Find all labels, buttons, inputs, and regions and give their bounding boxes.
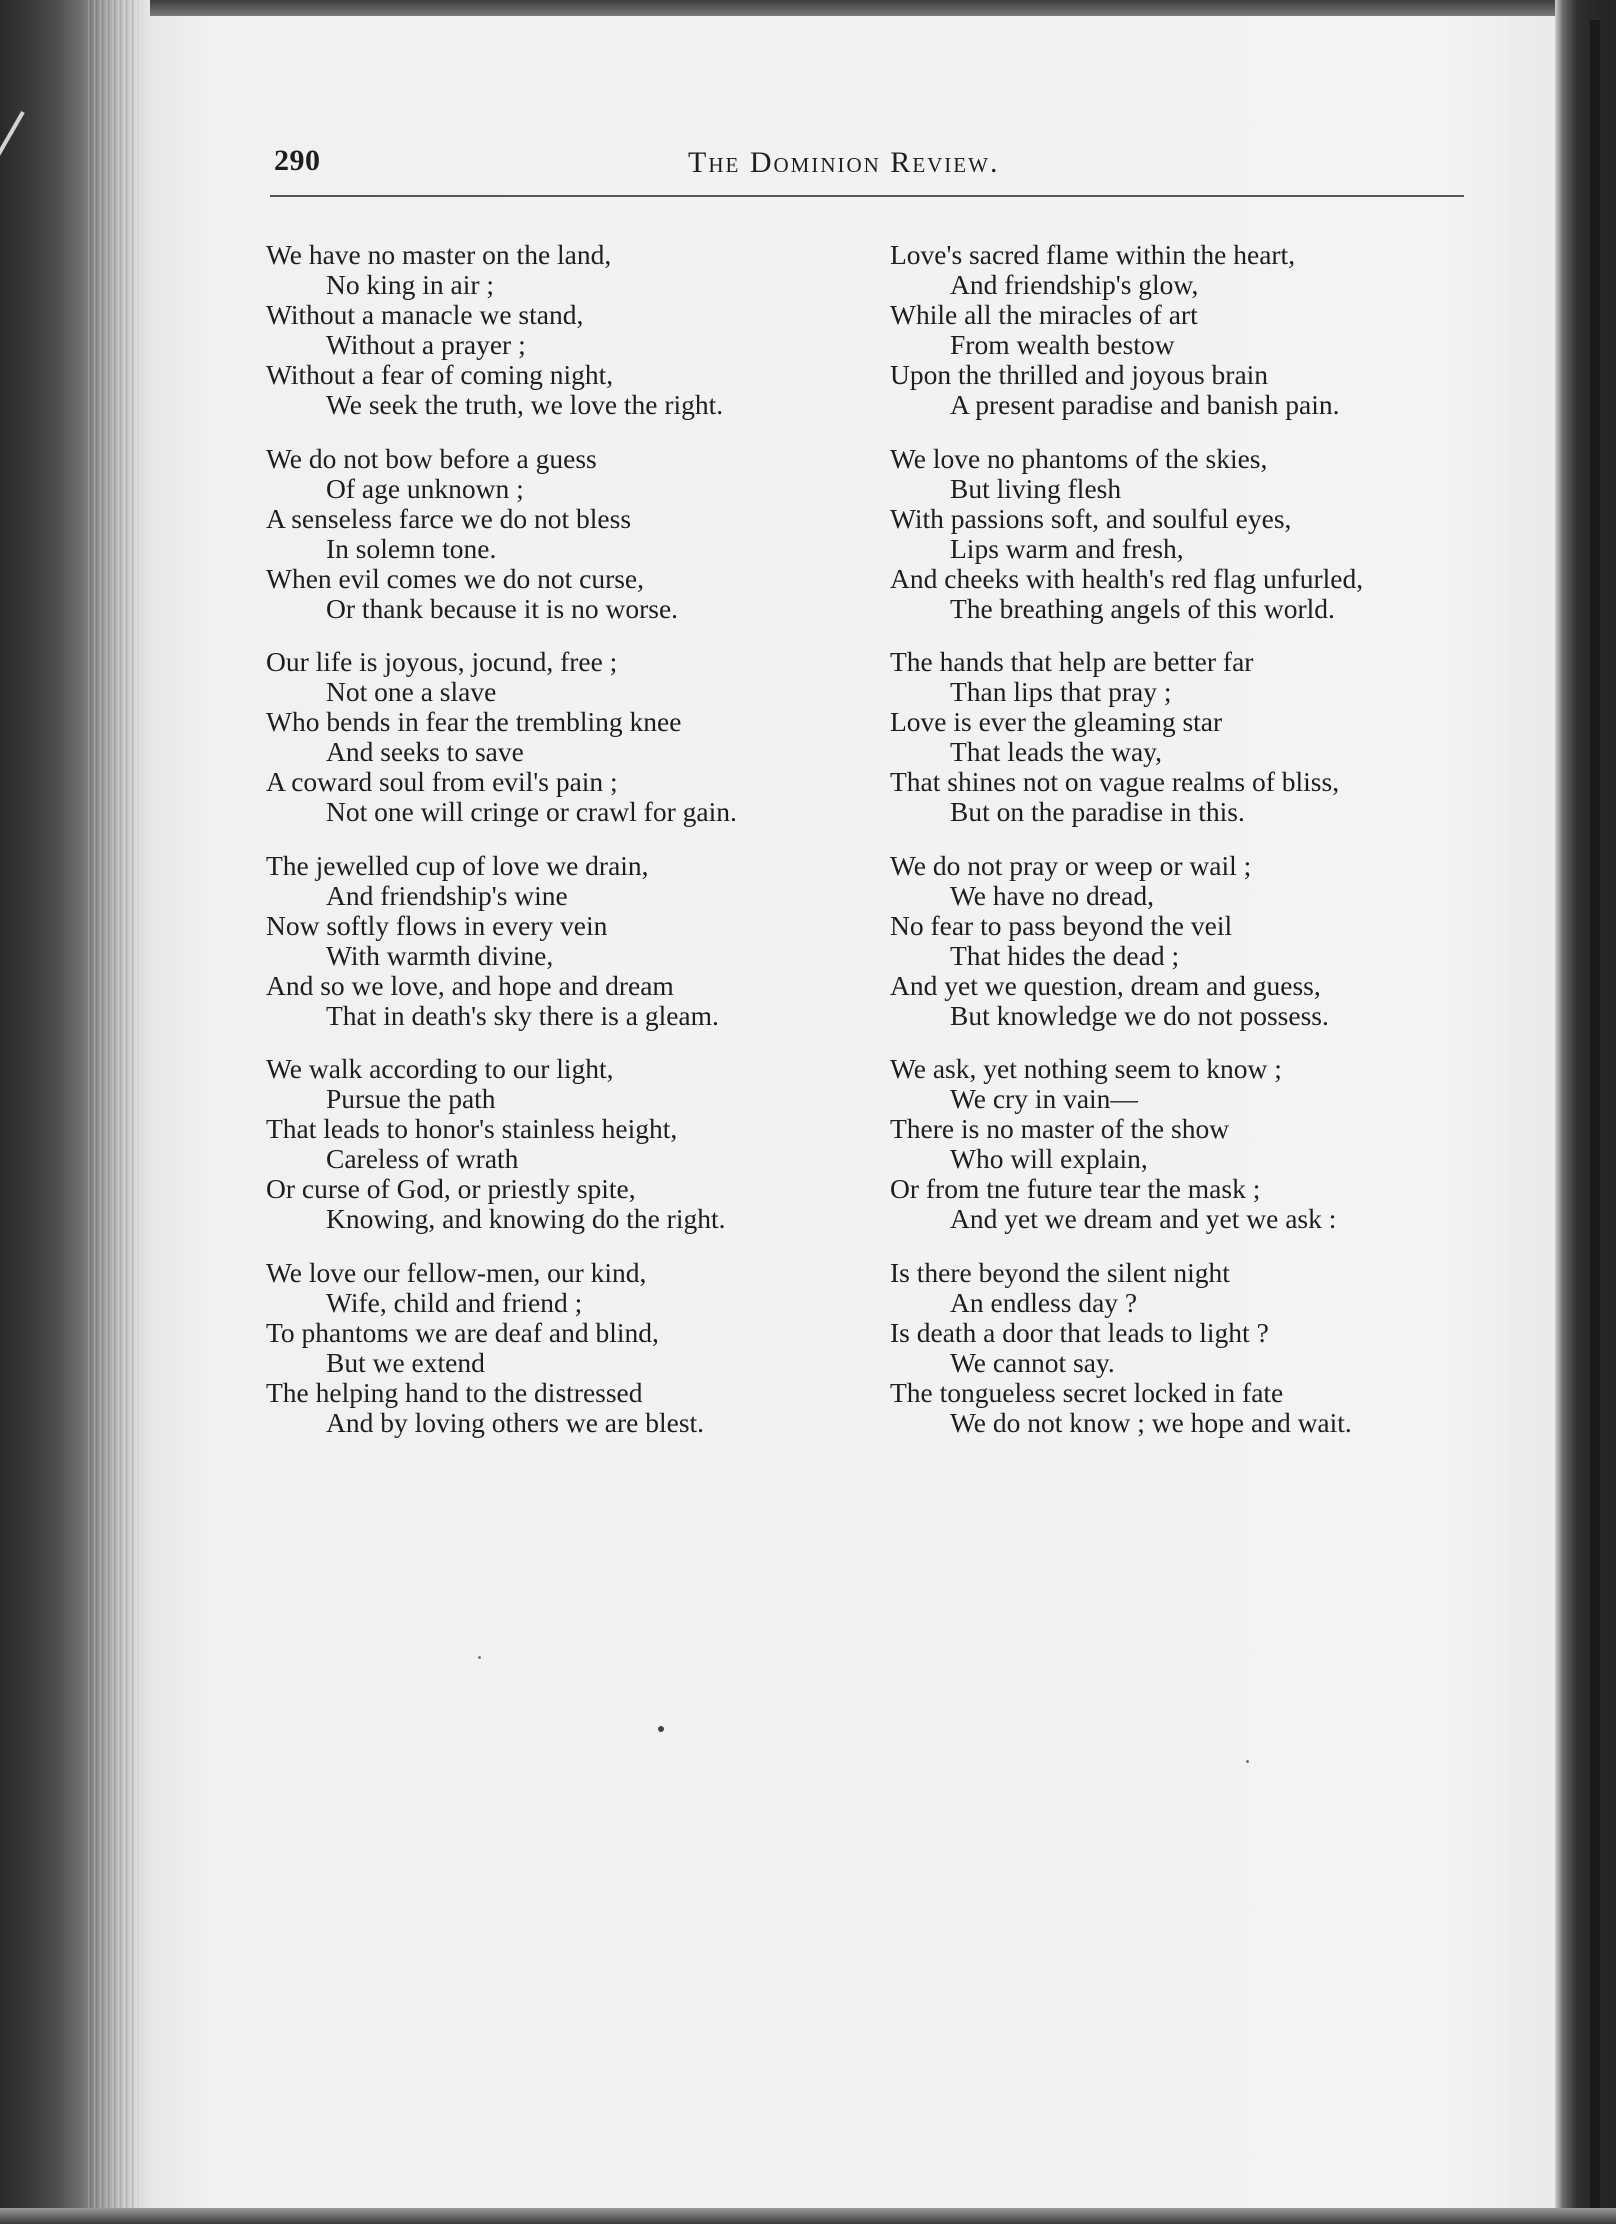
poem-column-right [890, 240, 1500, 1461]
page-stack-edges [88, 0, 138, 2224]
poem-stanza [266, 240, 876, 444]
poem-stanza [266, 851, 876, 1055]
poem-line: Now softly flows in every vein [266, 909, 608, 941]
poem-line: That in death's sky there is a gleam. [326, 999, 719, 1031]
facing-page-shadow [1555, 0, 1616, 2224]
poem-line: Or thank because it is no worse. [326, 592, 679, 624]
poem-line: And seeks to save [326, 736, 524, 767]
poem-stanza [890, 851, 1500, 1055]
running-title: The Dominion Review. [688, 146, 1000, 179]
page-number: 290 [274, 144, 321, 177]
poem-line: A senseless farce we do not bless [266, 502, 632, 534]
ink-speck [658, 1726, 664, 1732]
poem-line: An endless day ? [950, 1286, 1138, 1318]
poem-stanza [890, 1054, 1500, 1258]
scan-speck [38, 462, 43, 467]
poem-line: Than lips that pray ; [950, 676, 1172, 707]
poem-line: We do not know ; we hope and wait. [950, 1406, 1352, 1438]
poem-line: Lips warm and fresh, [950, 532, 1184, 564]
facing-page-edge [1590, 20, 1600, 2224]
scan-bottom-edge [0, 2208, 1616, 2224]
poem-line: Who bends in fear the trembling knee [266, 706, 682, 737]
poem-line: That leads the way, [950, 736, 1163, 767]
poem-line: No king in air ; [326, 269, 495, 300]
poem-line: But on the paradise in this. [950, 796, 1245, 827]
poem-line: The tongueless secret locked in fate [890, 1376, 1284, 1408]
header-rule [270, 195, 1464, 197]
poem-line: That hides the dead ; [950, 939, 1180, 971]
poem-line: We ask, yet nothing seem to know ; [890, 1053, 1282, 1084]
poem-stanza [890, 240, 1500, 444]
ink-speck [1246, 1760, 1249, 1763]
poem-line: A coward soul from evil's pain ; [266, 766, 618, 797]
poem-line: Knowing, and knowing do the right. [326, 1203, 726, 1234]
poem-stanza [890, 444, 1500, 648]
poem-stanza [890, 647, 1500, 851]
poem-line: There is no master of the show [890, 1113, 1230, 1144]
poem-line: That leads to honor's stainless height, [266, 1113, 678, 1144]
poem-line: Not one a slave [326, 676, 497, 707]
poem-line: In solemn tone. [326, 532, 497, 564]
poem-line: The breathing angels of this world. [950, 592, 1335, 624]
poem-line: But we extend [326, 1346, 485, 1378]
poem-line: Wife, child and friend ; [326, 1286, 583, 1318]
poem-line: And friendship's glow, [950, 269, 1199, 300]
poem-stanza [890, 1258, 1500, 1462]
poem-line: From wealth bestow [950, 329, 1175, 360]
poem-line: We cannot say. [950, 1346, 1115, 1378]
poem-line: Pursue the path [326, 1083, 496, 1114]
poem-line: Not one will cringe or crawl for gain. [326, 796, 737, 827]
poem-line: Our life is joyous, jocund, free ; [266, 646, 618, 677]
poem-line: And so we love, and hope and dream [266, 969, 674, 1001]
poem-line: We cry in vain— [950, 1083, 1138, 1114]
poem-line: We seek the truth, we love the right. [326, 389, 724, 420]
poem-line: We do not bow before a guess [266, 442, 597, 474]
poem-line: And cheeks with health's red flag unfurled, [890, 562, 1364, 594]
scan-top-edge [0, 0, 1616, 16]
poem-line: With warmth divine, [326, 939, 554, 971]
poem-line: And yet we question, dream and guess, [890, 969, 1321, 1001]
poem-line: The hands that help are better far [890, 646, 1254, 677]
poem-column-left [266, 240, 876, 1461]
poem-line: Without a prayer ; [326, 329, 526, 360]
poem-line: But knowledge we do not possess. [950, 999, 1329, 1031]
poem-line: Or from tne future tear the mask ; [890, 1173, 1261, 1204]
poem-line: Or curse of God, or priestly spite, [266, 1173, 636, 1204]
poem-line: That shines not on vague realms of bliss, [890, 766, 1340, 797]
poem-line: To phantoms we are deaf and blind, [266, 1316, 659, 1348]
poem-line: Without a fear of coming night, [266, 359, 614, 390]
scan-speck [40, 1080, 50, 1084]
poem-line: We have no dread, [950, 879, 1154, 911]
poem-line: The helping hand to the distressed [266, 1376, 643, 1408]
poem-line: Who will explain, [950, 1143, 1148, 1174]
poem-line: A present paradise and banish pain. [950, 389, 1340, 420]
poem-line: And by loving others we are blest. [326, 1406, 705, 1438]
poem-line: We walk according to our light, [266, 1053, 614, 1084]
poem-line: Love is ever the gleaming star [890, 706, 1223, 737]
poem-stanza [266, 444, 876, 648]
poem-line: But living flesh [950, 472, 1122, 504]
poem-line: Upon the thrilled and joyous brain [890, 359, 1269, 390]
poem-line: Is there beyond the silent night [890, 1256, 1230, 1288]
poem-line: Careless of wrath [326, 1143, 519, 1174]
poem-line: We love our fellow-men, our kind, [266, 1256, 647, 1288]
poem-stanza [266, 1258, 876, 1462]
poem-line: Of age unknown ; [326, 472, 524, 504]
poem-stanza [266, 1054, 876, 1258]
poem-line: Without a manacle we stand, [266, 299, 584, 330]
poem-line: We have no master on the land, [266, 239, 612, 270]
poem-line: No fear to pass beyond the veil [890, 909, 1233, 941]
poem-stanza [266, 647, 876, 851]
poem-line: Is death a door that leads to light ? [890, 1316, 1269, 1348]
poem-line: And yet we dream and yet we ask : [950, 1203, 1337, 1234]
poem-line: We love no phantoms of the skies, [890, 442, 1268, 474]
ink-speck [478, 1656, 481, 1659]
poem-line: When evil comes we do not curse, [266, 562, 645, 594]
poem-line: While all the miracles of art [890, 299, 1198, 330]
poem-line: The jewelled cup of love we drain, [266, 849, 649, 881]
poem-line: With passions soft, and soulful eyes, [890, 502, 1292, 534]
poem-line: Love's sacred flame within the heart, [890, 239, 1296, 270]
poem-line: And friendship's wine [326, 879, 568, 911]
poem-line: We do not pray or weep or wail ; [890, 849, 1252, 881]
